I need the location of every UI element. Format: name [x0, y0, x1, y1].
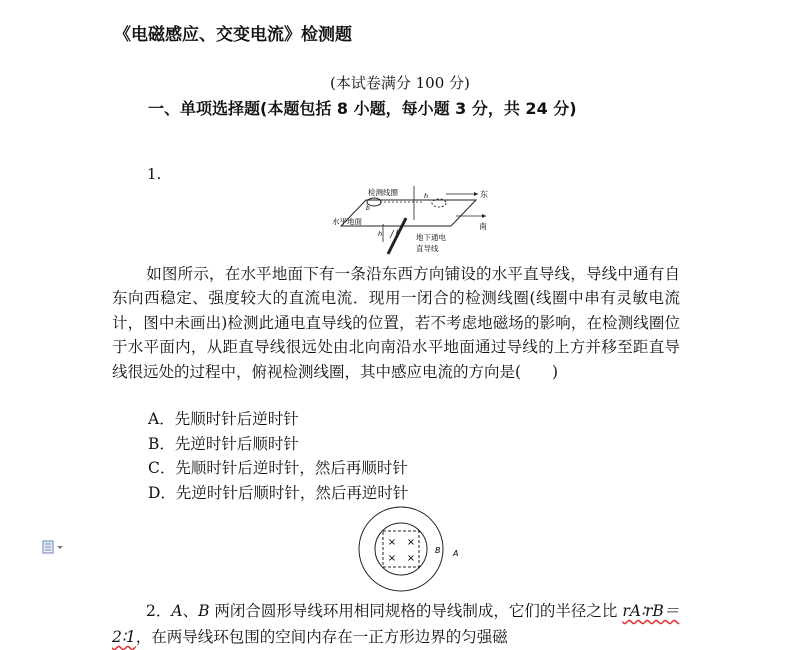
q2-number: 2． [146, 602, 172, 620]
q2-ring-b: B [198, 602, 210, 620]
q2-sep: 、 [182, 602, 199, 620]
ring-b-label: B [435, 546, 441, 555]
south-label: 南 [479, 222, 487, 231]
h-label-top: h [424, 192, 429, 200]
b-label: b [366, 205, 370, 212]
wire-label-2: 直导线 [416, 244, 439, 253]
question-number: 1. [147, 165, 162, 183]
east-label: 东 [480, 190, 488, 199]
option-d: D．先逆时针后顺时针，然后再逆时针 [148, 484, 409, 502]
ring-a-label: A [453, 549, 459, 558]
ground-label: 水平地面 [332, 217, 362, 226]
q2-ring-a: A [171, 602, 183, 620]
field-cross: × [406, 537, 416, 548]
score-note: (本试卷满分 100 分) [330, 74, 470, 92]
paste-options-icon[interactable] [42, 540, 64, 554]
coil-label: 检测线圈 [368, 188, 398, 197]
stem-text: 如图所示，在水平地面下有一条沿东西方向铺设的水平直导线，导线中通有自东向西稳定、强度较大的直流电流．现用一闭合的检测线圈(线圈中串有灵敏电流计，图中未画出)检测此通电直导线的位置，若不考虑地磁场的影响，在检测线圈位于水平面内，从距直导线很远处由北向南沿水平地面通过导线的上方并移至距直导线很远处的过程中，俯视检测线圈，其中感应电流的方向是( ) [112, 265, 680, 381]
q1-figure [326, 182, 496, 260]
h-label-depth: h [378, 230, 383, 238]
field-cross: × [387, 553, 397, 564]
page-title: 《电磁感应、交变电流》检测题 [114, 25, 352, 45]
field-cross: × [406, 553, 416, 564]
q2-text-2: ，在两导线环包围的空间内存在一正方形边界的匀强磁 [135, 628, 508, 646]
option-a: A．先顺时针后逆时针 [148, 410, 299, 428]
q2-ratio: rA∶rB＝2∶1 [112, 602, 680, 646]
section-heading: 一、单项选择题(本题包括 8 小题，每小题 3 分，共 24 分) [148, 99, 577, 118]
current-label: I [396, 228, 398, 236]
wire-label-1: 地下通电 [416, 233, 446, 242]
question-stem [112, 262, 680, 384]
q2-text-1: 两闭合圆形导线环用相同规格的导线制成，它们的半径之比 [209, 602, 623, 620]
question-2-stem [112, 598, 680, 650]
option-c: C．先顺时针后逆时针，然后再顺时针 [148, 459, 408, 477]
q2-figure [358, 505, 468, 593]
ring-a [359, 507, 443, 591]
field-cross: × [387, 537, 397, 548]
option-b: B．先逆时针后顺时针 [148, 435, 299, 453]
